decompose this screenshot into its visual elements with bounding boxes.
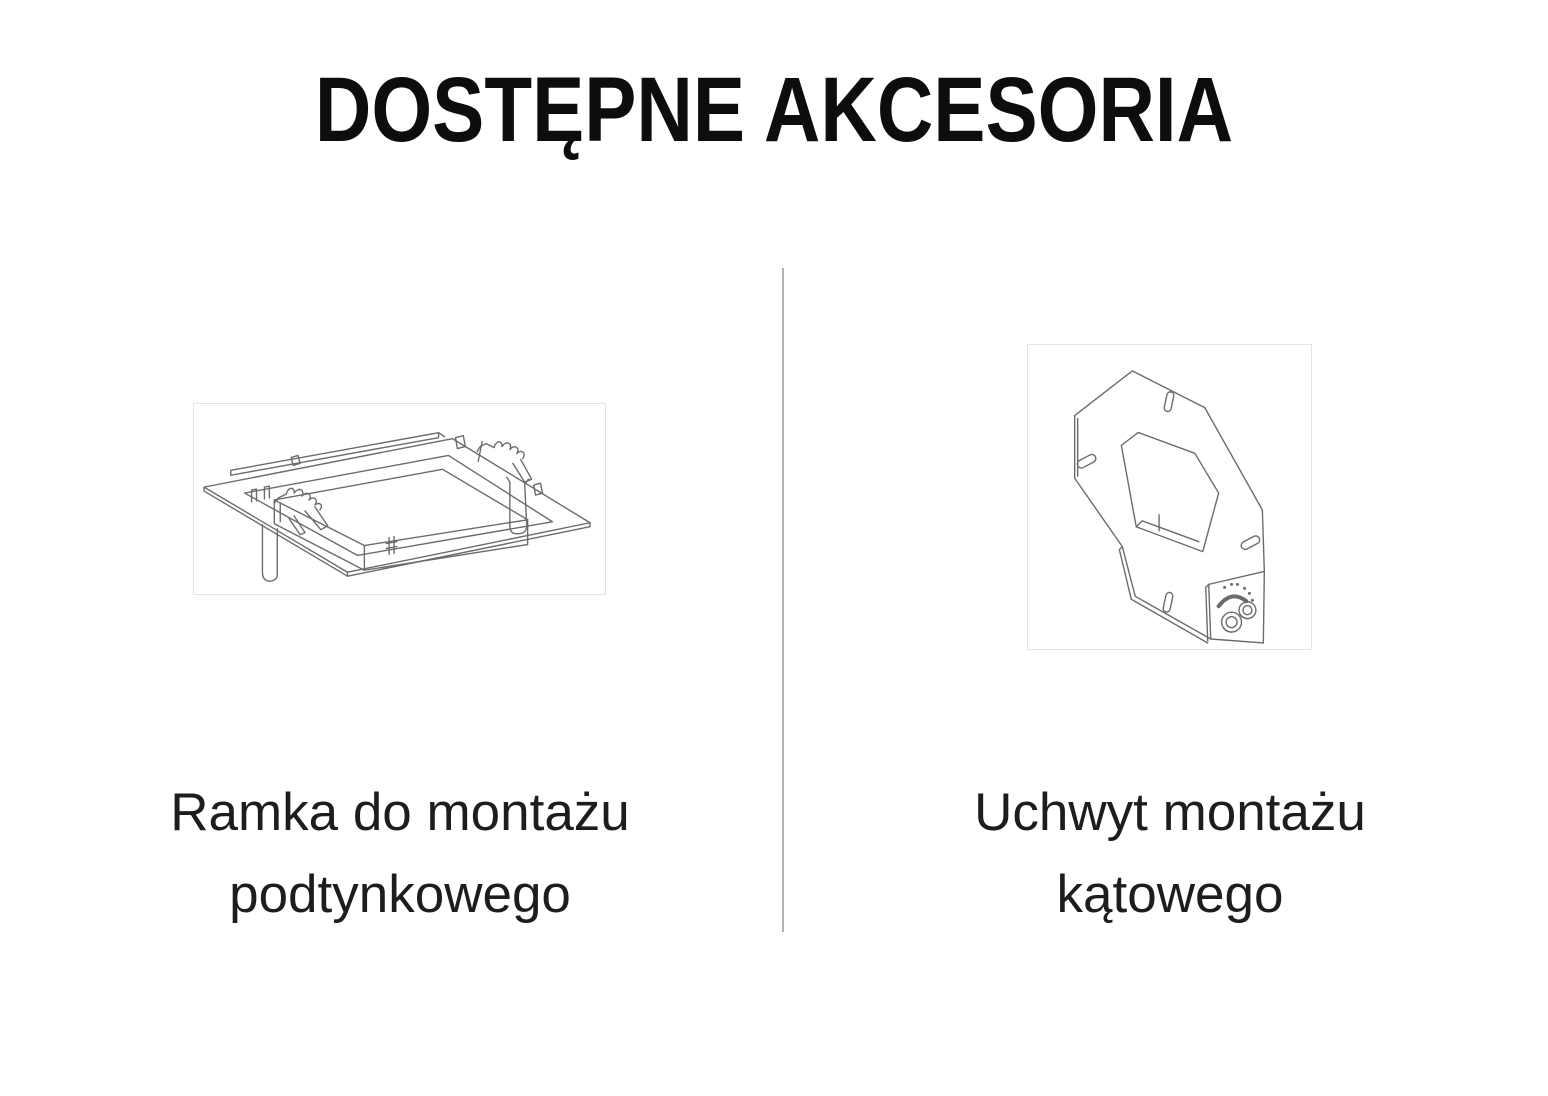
angle-bracket-image <box>1027 344 1312 650</box>
section-title: DOSTĘPNE AKCESORIA <box>314 59 1234 161</box>
recessed-frame-image <box>193 403 606 595</box>
caption-line: podtynkowego <box>229 865 571 924</box>
caption-line: Ramka do montażu <box>170 783 630 842</box>
column-divider <box>782 268 784 932</box>
recessed-frame-caption <box>90 772 710 936</box>
recessed-frame-drawing-icon <box>194 404 605 594</box>
angle-bracket-caption <box>860 772 1480 936</box>
angle-bracket-drawing-icon <box>1028 345 1311 649</box>
caption-line: kątowego <box>1056 865 1284 924</box>
caption-line: Uchwyt montażu <box>974 783 1366 842</box>
